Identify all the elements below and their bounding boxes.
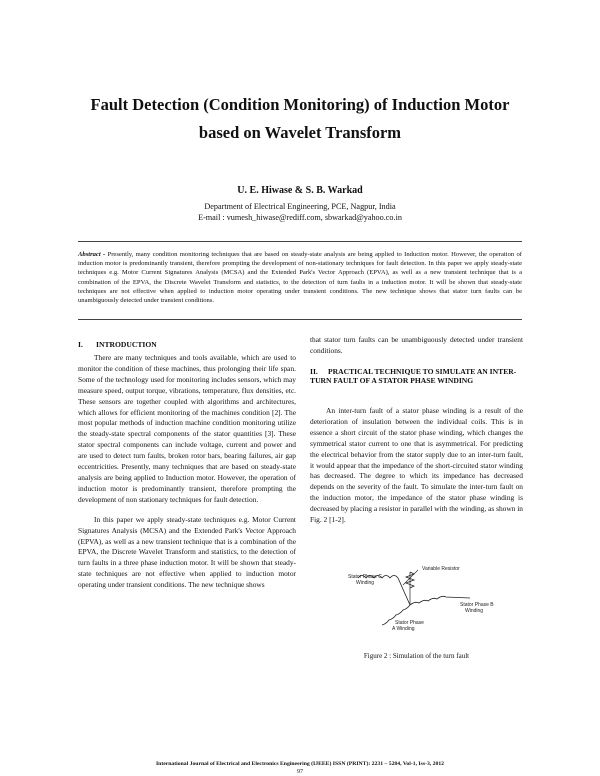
section1-title: INTRODUCTION xyxy=(96,340,157,349)
abstract-top-rule xyxy=(78,241,522,242)
section1-para1: There are many techniques and tools available, which are used to monitor the condition of these machines, thus prolonging their life span. Some of the technology used for monitoring includes sensors, which may measure speed, output torque, vibrations, temperature, flux densities, etc. These sensors are together coupled with algorithms and architectures, which allows for efficient monitoring of the machines condition [2]. The most popular methods of induction machine condition monitoring utilize the steady-state spectral components of the stator quantities [3]. These stator spectral components can include voltage, current and power and are used to detect turn faults, broken rotor bars, bearing failures, air gap eccentricities. Presently, many techniques that are based on steady-state analysis are being applied to Induction motor. However, the operation of induction motor is predominantly transient, therefore prompting the development of non stationary techniques for fault detection. xyxy=(78,353,296,504)
authors: U. E. Hiwase & S. B. Warkad xyxy=(237,185,363,196)
section2-body xyxy=(310,406,523,526)
fig-label-resistor: Variable Resistor xyxy=(422,566,460,572)
abstract-text: Presently, many condition monitoring techniques that are based on steady-state analysis are being applied to Induction motor. However, the operation of induction motor is predominantly transient, therefore prompting the development of non-stationary techniques for fault detection. In this paper we apply steady-state techniques e.g. Motor Current Signatures Analysis (MCSA) and the Extended Park's Vector Approach (EPVA), as well as a new transient technique that is a combination of the EPVA, the Discrete Wavelet Transform and statistics, to the detection of turn faults in a induction motor. It will be shown that steady-state techniques are not effective when applied to induction motor operating under transient conditions. The new technique shows that stator turn faults can be unambiguously detected under transient conditions. xyxy=(78,251,522,305)
abstract-bottom-rule xyxy=(78,319,522,320)
fig-label-phase-a-2: A Winding xyxy=(392,626,415,632)
fig-label-phase-c-1: Stator Phase C xyxy=(348,574,382,580)
section2-number: II. xyxy=(310,367,318,376)
fig-label-phase-c-2: Winding xyxy=(356,580,375,586)
paper-title-line2: based on Wavelet Transform xyxy=(198,123,402,142)
section1-number: I. xyxy=(78,340,83,349)
right-col-continuation: that stator turn faults can be unambiguously detected under transient conditions. xyxy=(310,335,523,355)
page-number: 97 xyxy=(297,769,303,775)
section1-heading xyxy=(78,340,296,349)
affiliation: Department of Electrical Engineering, PCE, Nagpur, India xyxy=(204,202,396,211)
figure-2 xyxy=(340,560,515,635)
paper-title-line1: Fault Detection (Condition Monitoring) of Induction Motor xyxy=(90,95,510,114)
fig-label-phase-b-2: Winding xyxy=(465,608,484,614)
email: E-mail : vumesh_hiwase@rediff.com, sbwarkad@yahoo.co.in xyxy=(198,213,402,222)
figure-2-caption: Figure 2 : Simulation of the turn fault xyxy=(363,652,470,660)
journal-footer: International Journal of Electrical and Electronics Engineering (IJEEE) ISSN (PRINT): 2231 – 5284, Vol-1, Iss-3, 2012 xyxy=(155,761,445,767)
section2-para: An inter-turn fault of a stator phase winding is a result of the deterioration of insulation between the individual coils. This is in essence a short circuit of the stator phase winding, which changes the symmetrical stator current to one that is asymmetrical. For predicting the electrical behavior from the stator supply due to an inter-turn fault, it would appear that the impedance of the short-circuited stator winding has decreased. The degree to which its impedance has decreased depends on the severity of the fault. To simulate the inter-turn fault on the induction motor, the impedance of the stator phase winding is decreased by placing a resistor in parallel with the winding, as shown in Fig. 2 [1-2]. xyxy=(310,406,523,525)
section2-heading xyxy=(310,367,523,386)
section1-para2: In this paper we apply steady-state techniques e.g. Motor Current Signatures Analysis (MCSA) and the Extended Park's Vector Approach (EPVA), as well as a new transient technique that is a combination of the EPVA, the Discrete Wavelet Transform and statistics, to the detection of turn faults in a three phase induction motor. It will be shown that steady-state techniques are not effective when applied to induction motor operating under transient conditions. The new technique shows xyxy=(78,514,296,590)
abstract-label: Abstract - xyxy=(78,251,106,258)
fig-label-phase-b-1: Stator Phase B xyxy=(460,602,494,608)
section1-body xyxy=(78,353,296,591)
abstract xyxy=(78,250,522,305)
fig-label-phase-a-1: Stator Phase xyxy=(395,620,424,626)
section2-title: PRACTICAL TECHNIQUE TO SIMULATE AN INTER-TURN FAULT OF A STATOR PHASE WINDING xyxy=(310,367,517,386)
